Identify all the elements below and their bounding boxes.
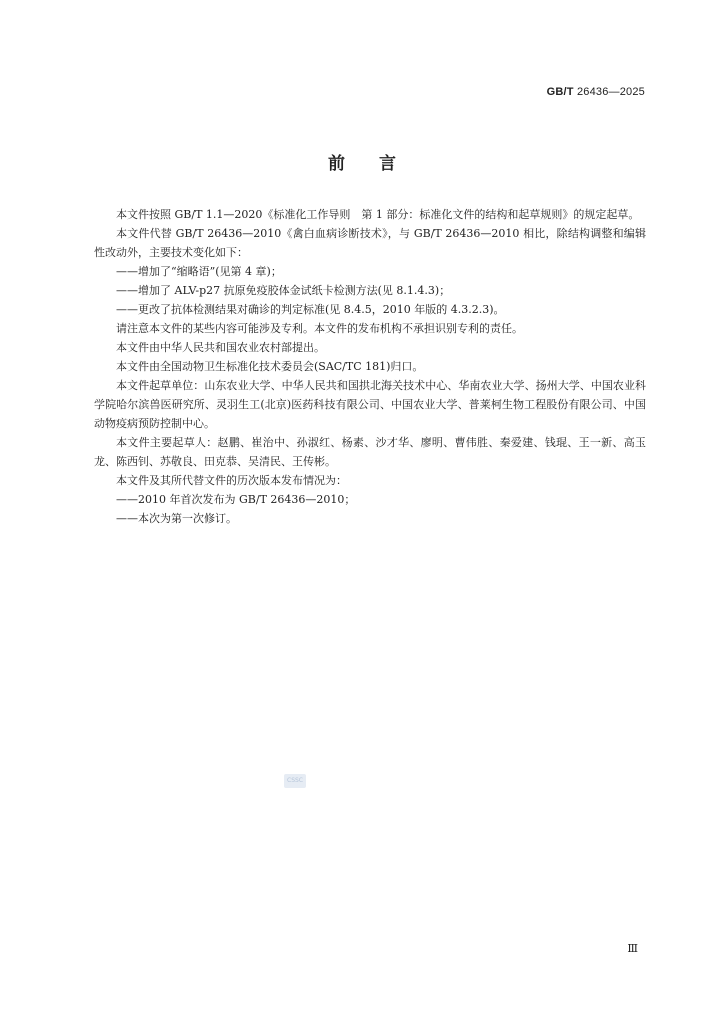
change-item: ——更改了抗体检测结果对确诊的判定标准(见 8.4.5，2010 年版的 4.3.2.3)。 — [116, 303, 505, 316]
paragraph-patent-notice: 请注意本文件的某些内容可能涉及专利。本文件的发布机构不承担识别专利的责任。 — [116, 322, 523, 335]
change-item: ——增加了 ALV-p27 抗原免疫胶体金试纸卡检测方法(见 8.1.4.3)； — [116, 284, 451, 297]
history-item: ——本次为第一次修订。 — [116, 512, 237, 525]
paragraph-drafting-units: 本文件起草单位：山东农业大学、中华人民共和国拱北海关技术中心、华南农业大学、扬州大学、中国农业科学院哈尔滨兽医研究所、灵羽生工(北京)医药科技有限公司、中国农业大学、普莱柯生物工程股份有限公司、中国动物疫病预防控制中心。 — [94, 379, 646, 430]
history-item: ——2010 年首次发布为 GB/T 26436—2010； — [116, 493, 356, 506]
paragraph-committee: 本文件由全国动物卫生标准化技术委员会(SAC/TC 181)归口。 — [116, 360, 424, 373]
paragraph-replaces: 本文件代替 GB/T 26436—2010《禽白血病诊断技术》，与 GB/T 26436—2010 相比，除结构调整和编辑性改动外，主要技术变化如下： — [94, 227, 646, 259]
standard-number: 26436—2025 — [576, 86, 645, 98]
page-title: 前言 — [328, 154, 430, 174]
page-number: Ⅲ — [627, 942, 638, 955]
foreword-body — [94, 205, 646, 528]
paragraph-drafting-rules: 本文件按照 GB/T 1.1—2020《标准化工作导则 第 1 部分：标准化文件的结构和起草规则》的规定起草。 — [116, 208, 640, 221]
watermark-logo: CSSC — [284, 774, 306, 788]
paragraph-proposer: 本文件由中华人民共和国农业农村部提出。 — [116, 341, 325, 354]
paragraph-history: 本文件及其所代替文件的历次版本发布情况为： — [116, 474, 347, 487]
change-item: ——增加了“缩略语”(见第 4 章)； — [116, 265, 282, 278]
paragraph-drafters: 本文件主要起草人：赵鹏、崔治中、孙淑红、杨素、沙才华、廖明、曹伟胜、秦爱建、钱琨、王一新、高玉龙、陈西钊、苏敬良、田克恭、吴清民、王传彬。 — [94, 436, 646, 468]
standard-prefix: GB/T — [546, 86, 574, 98]
standard-code — [547, 86, 645, 98]
